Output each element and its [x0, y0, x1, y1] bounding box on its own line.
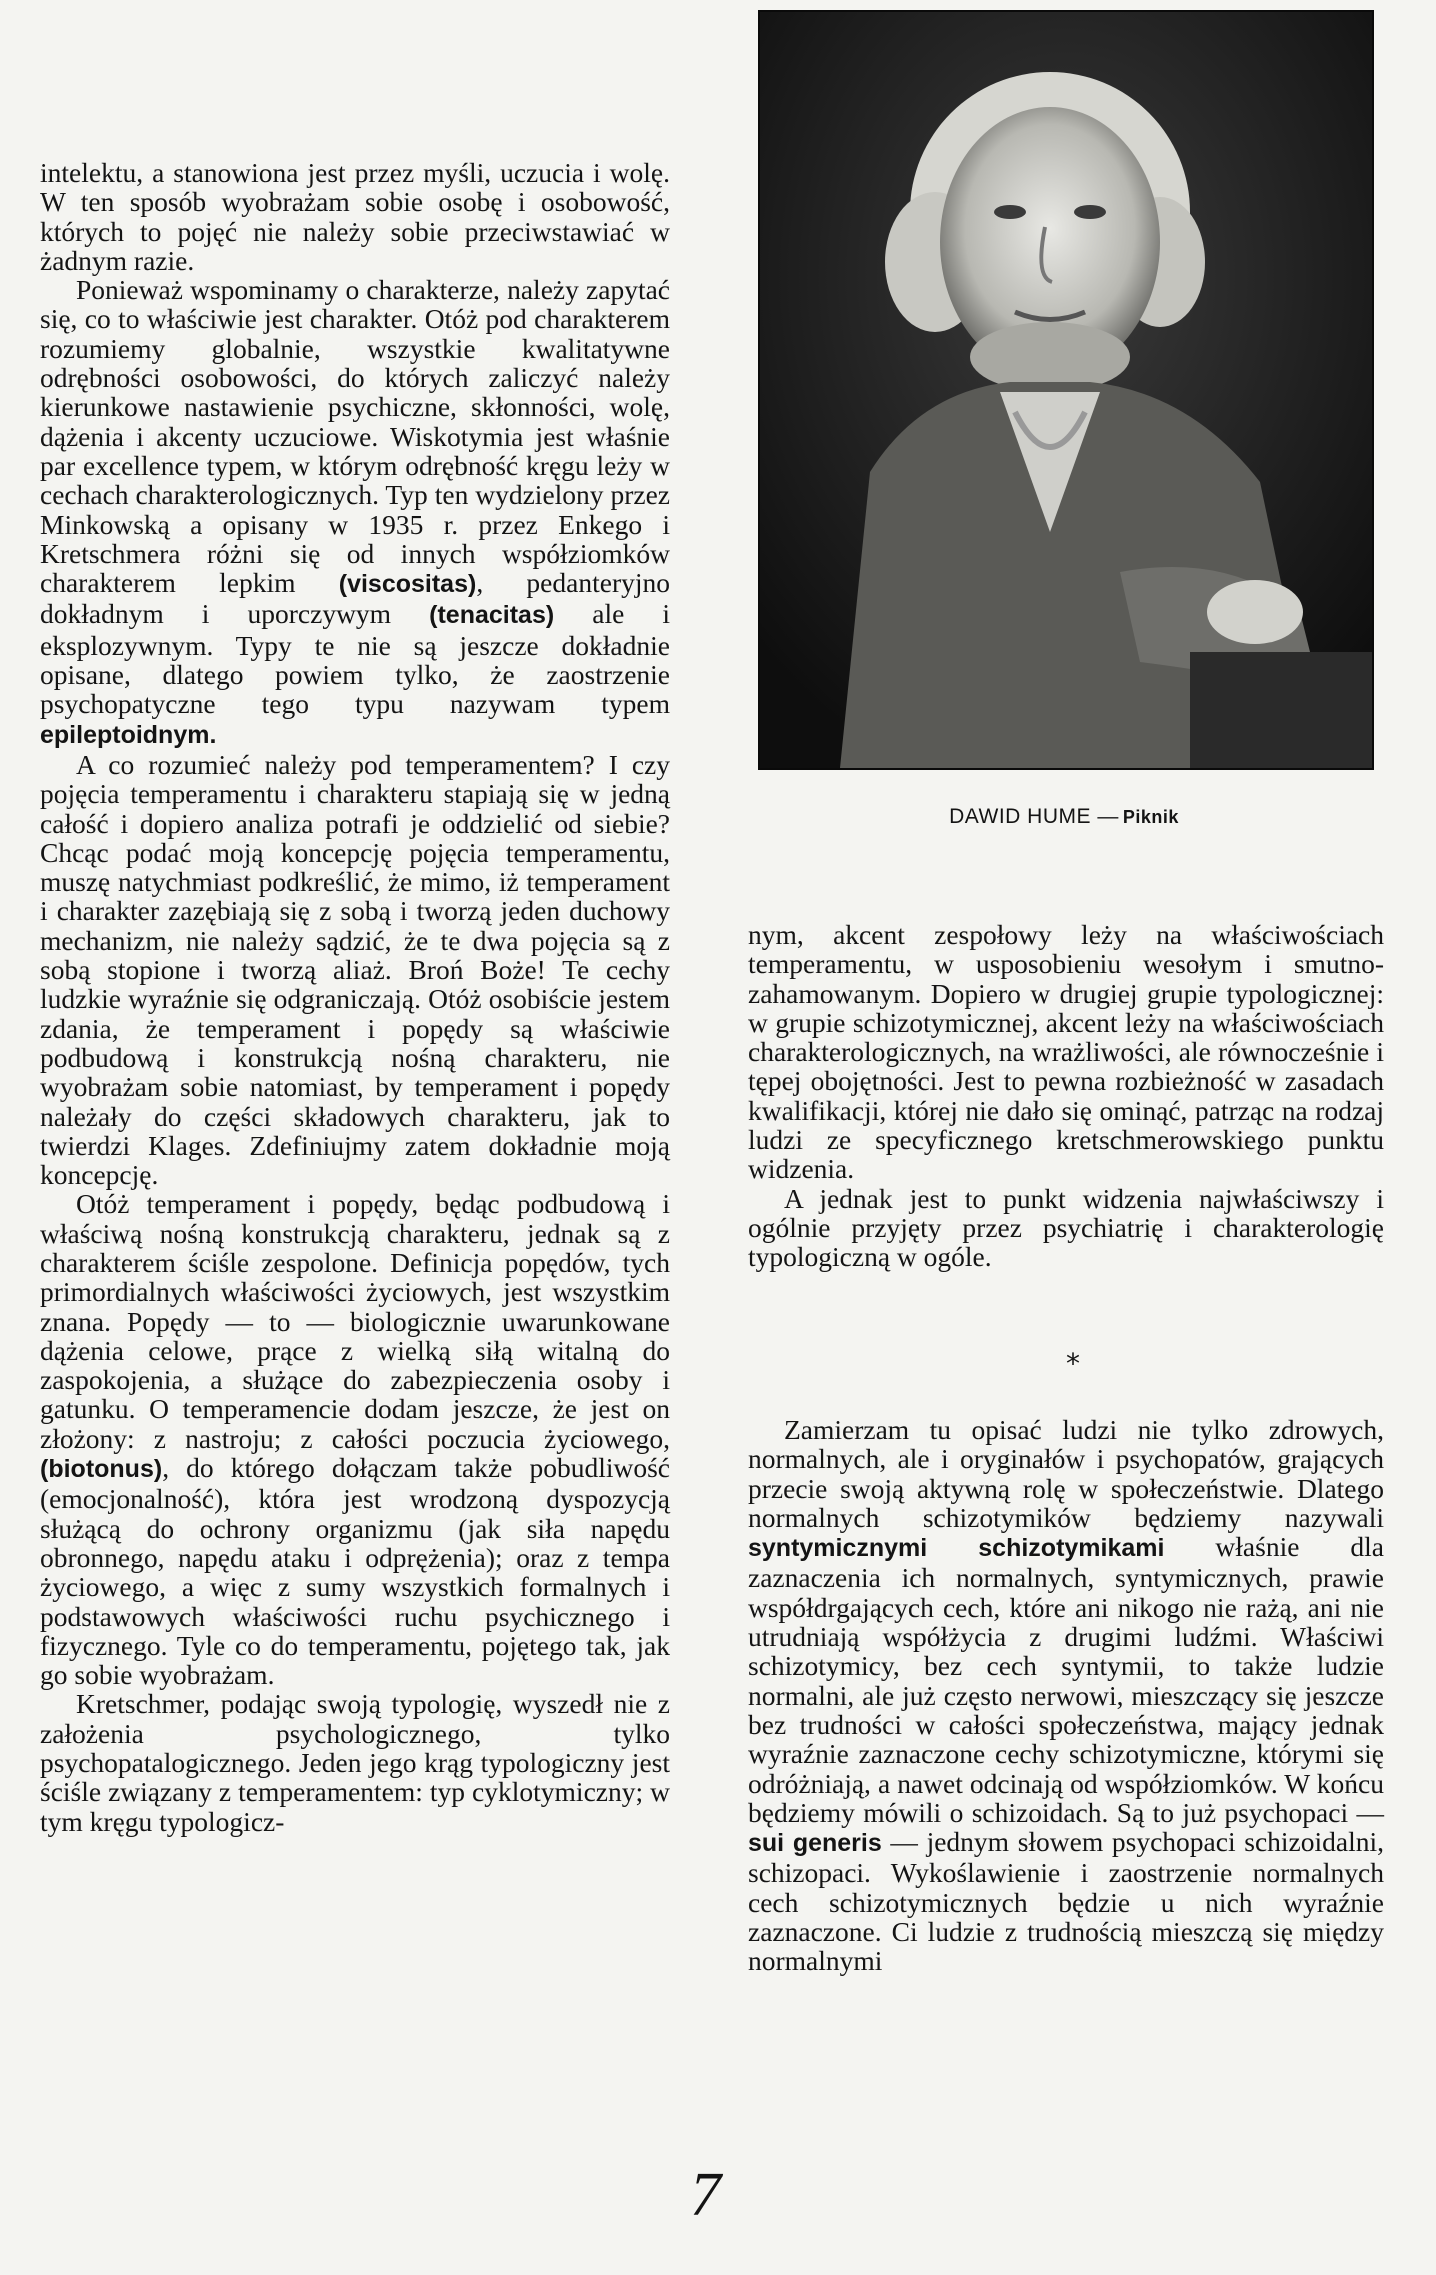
bold-term: (viscositas) — [338, 570, 477, 599]
portrait-image — [760, 12, 1372, 768]
paragraph: Zamierzam tu opisać ludzi nie tylko zdrowych, normalnych, ale i oryginałów i psychopatów, grających przecie swoją aktywną rolę w społeczeństwie. Dlatego normalnych schizotymików będziemy nazywali syntymicznymi schizotymikami właśnie dla zaznaczenia ich normalnych, syntymicznych, prawie współdrgających cech, które ani nikogo nie rażą, ani nie utrudniają współżycia z drugimi ludźmi. Właściwi schizotymicy, bez cech syntymii, to także ludzie normalni, ale już często nerwowi, mieszczący się jeszcze bez trudności w całości społeczeństwa, mający jednak wyraźnie zaznaczone cechy schizotymiczne, którymi się odróżniają, a nawet odcinają od współziomków. W końcu będziemy mówili o schizoidach. Są to już psychopaci — sui generis — jednym słowem psychopaci schizoidalni, schizopaci. Wykoślawienie i zaostrzenie normalnych cech schizotymicznych będzie u nich wyraźnie zaznaczone. Ci ludzie z trudnością mieszczą się między normalnymi — [748, 1414, 1384, 1977]
paragraph: intelektu, a stanowiona jest przez myśli, uczucia i wolę. W ten sposób wyobrażam sobie osobę i osobowość, których to pojęć nie należy sobie przeciwstawiać w żadnym razie. — [40, 157, 670, 276]
portrait-photo — [758, 10, 1374, 770]
bold-term: syntymicznymi schizotymikami — [748, 1534, 1165, 1563]
bold-term: (biotonus) — [40, 1455, 163, 1484]
portrait-caption — [758, 805, 1370, 829]
caption-type: Piknik — [1122, 807, 1179, 827]
paragraph: Kretschmer, podając swoją typologię, wyszedł nie z założenia psychologicznego, tylko psychopatalogicznego. Jeden jego krąg typologiczny jest ściśle związany z temperamentem: typ cyklotymiczny; w tym kręgu typologicz- — [40, 1688, 670, 1837]
paragraph: Otóż temperament i popędy, będąc podbudową i właściwą nośną konstrukcją charakteru, jednak są z charakterem ściśle zespolone. Definicja popędów, tych primordialnych właściwości życiowych, jest wszystkim znana. Popędy — to — biologicznie uwarunkowane dążenia celowe, prące z wielką siłą witalną do zaspokojenia, a służące do zabezpieczenia osoby i gatunku. O temperamencie dodam jeszcze, że jest on złożony: z nastroju; z całości poczucia życiowego, (biotonus), do którego dołączam także pobudliwość (emocjonalność), która jest wrodzoną dyspozycją służącą do ochrony organizmu (jak siła napędu obronnego, napędu ataku i odprężenia); oraz z tempa życiowego, a więc z sumy wszystkich formalnych i podstawowych właściwości ruchu psychicznego i fizycznego. Tyle co do temperamentu, pojętego tak, jak go sobie wyobrażam. — [40, 1188, 670, 1691]
paragraph: nym, akcent zespołowy leży na właściwościach temperamentu, w usposobieniu wesołym i smutno-zahamowanym. Dopiero w drugiej grupie typologicznej: w grupie schizotymicznej, akcent leży na właściwościach charakterologicznych, na wrażliwości, ale równocześnie i tępej obojętności. Jest to pewna rozbieżność w zasadach kwalifikacji, której nie dało się ominąć, patrząc na rodzaj ludzi ze specyficznego kretschmerowskiego punktu widzenia. — [748, 919, 1384, 1185]
left-column — [40, 158, 670, 1836]
page-number: 7 — [690, 2161, 721, 2229]
bold-term: epileptoidnym. — [40, 720, 217, 749]
right-column — [748, 920, 1384, 1272]
caption-name: DAWID HUME — — [949, 805, 1119, 828]
paragraph: A jednak jest to punkt widzenia najwłaściwszy i ogólnie przyjęty przez psychiatrię i charakterologię typologiczną w ogóle. — [748, 1182, 1384, 1273]
section-separator: * — [1066, 1347, 1080, 1380]
right-column-2 — [748, 1415, 1384, 1976]
bold-term: (tenacitas) — [429, 601, 555, 630]
bold-term: sui generis — [748, 1829, 882, 1858]
paragraph: A co rozumieć należy pod temperamentem? I czy pojęcia temperamentu i charakteru stapiają się w jedną całość i dopiero analiza potrafi je oddzielić od siebie? Chcąc podać moją koncepcję pojęcia temperamentu, muszę natychmiast podkreślić, że mimo, iż temperament i charakter zazębiają się z sobą i tworzą jeden duchowy mechanizm, nie należy sądzić, że te dwa pojęcia są z sobą stopione i tworzą aliaż. Broń Boże! Te cechy ludzkie wyraźnie się odgraniczają. Otóż osobiście jestem zdania, że temperament i popędy są właściwie podbudową i konstrukcją nośną charakteru, nie wyobrażam sobie natomiast, by temperament i popędy należały do części składowych charakteru, jak to twierdzi Klages. Zdefiniujmy zatem dokładnie moją koncepcję. — [40, 748, 670, 1191]
paragraph: Ponieważ wspominamy o charakterze, należy zapytać się, co to właściwie jest charakter. Otóż pod charakterem rozumiemy globalnie, wszystkie kwalitatywne odrębności osobowości, do których zaliczyć należy kierunkowe nastawienie psychiczne, skłonności, wolę, dążenia i akcenty uczuciowe. Wiskotymia jest właśnie par excellence typem, w którym odrębność kręgu leży w cechach charakterologicznych. Typ ten wydzielony przez Minkowską a opisany w 1935 r. przez Enkego i Kretschmera różni się od innych współziomków charakterem lepkim (viscositas), pedanteryjno dokładnym i uporczywym (tenacitas) ale i eksplozywnym. Typy te nie są jeszcze dokładnie opisane, dlatego powiem tylko, że zaostrzenie psychopatyczne tego typu nazywam typem epileptoidnym. — [40, 274, 671, 749]
